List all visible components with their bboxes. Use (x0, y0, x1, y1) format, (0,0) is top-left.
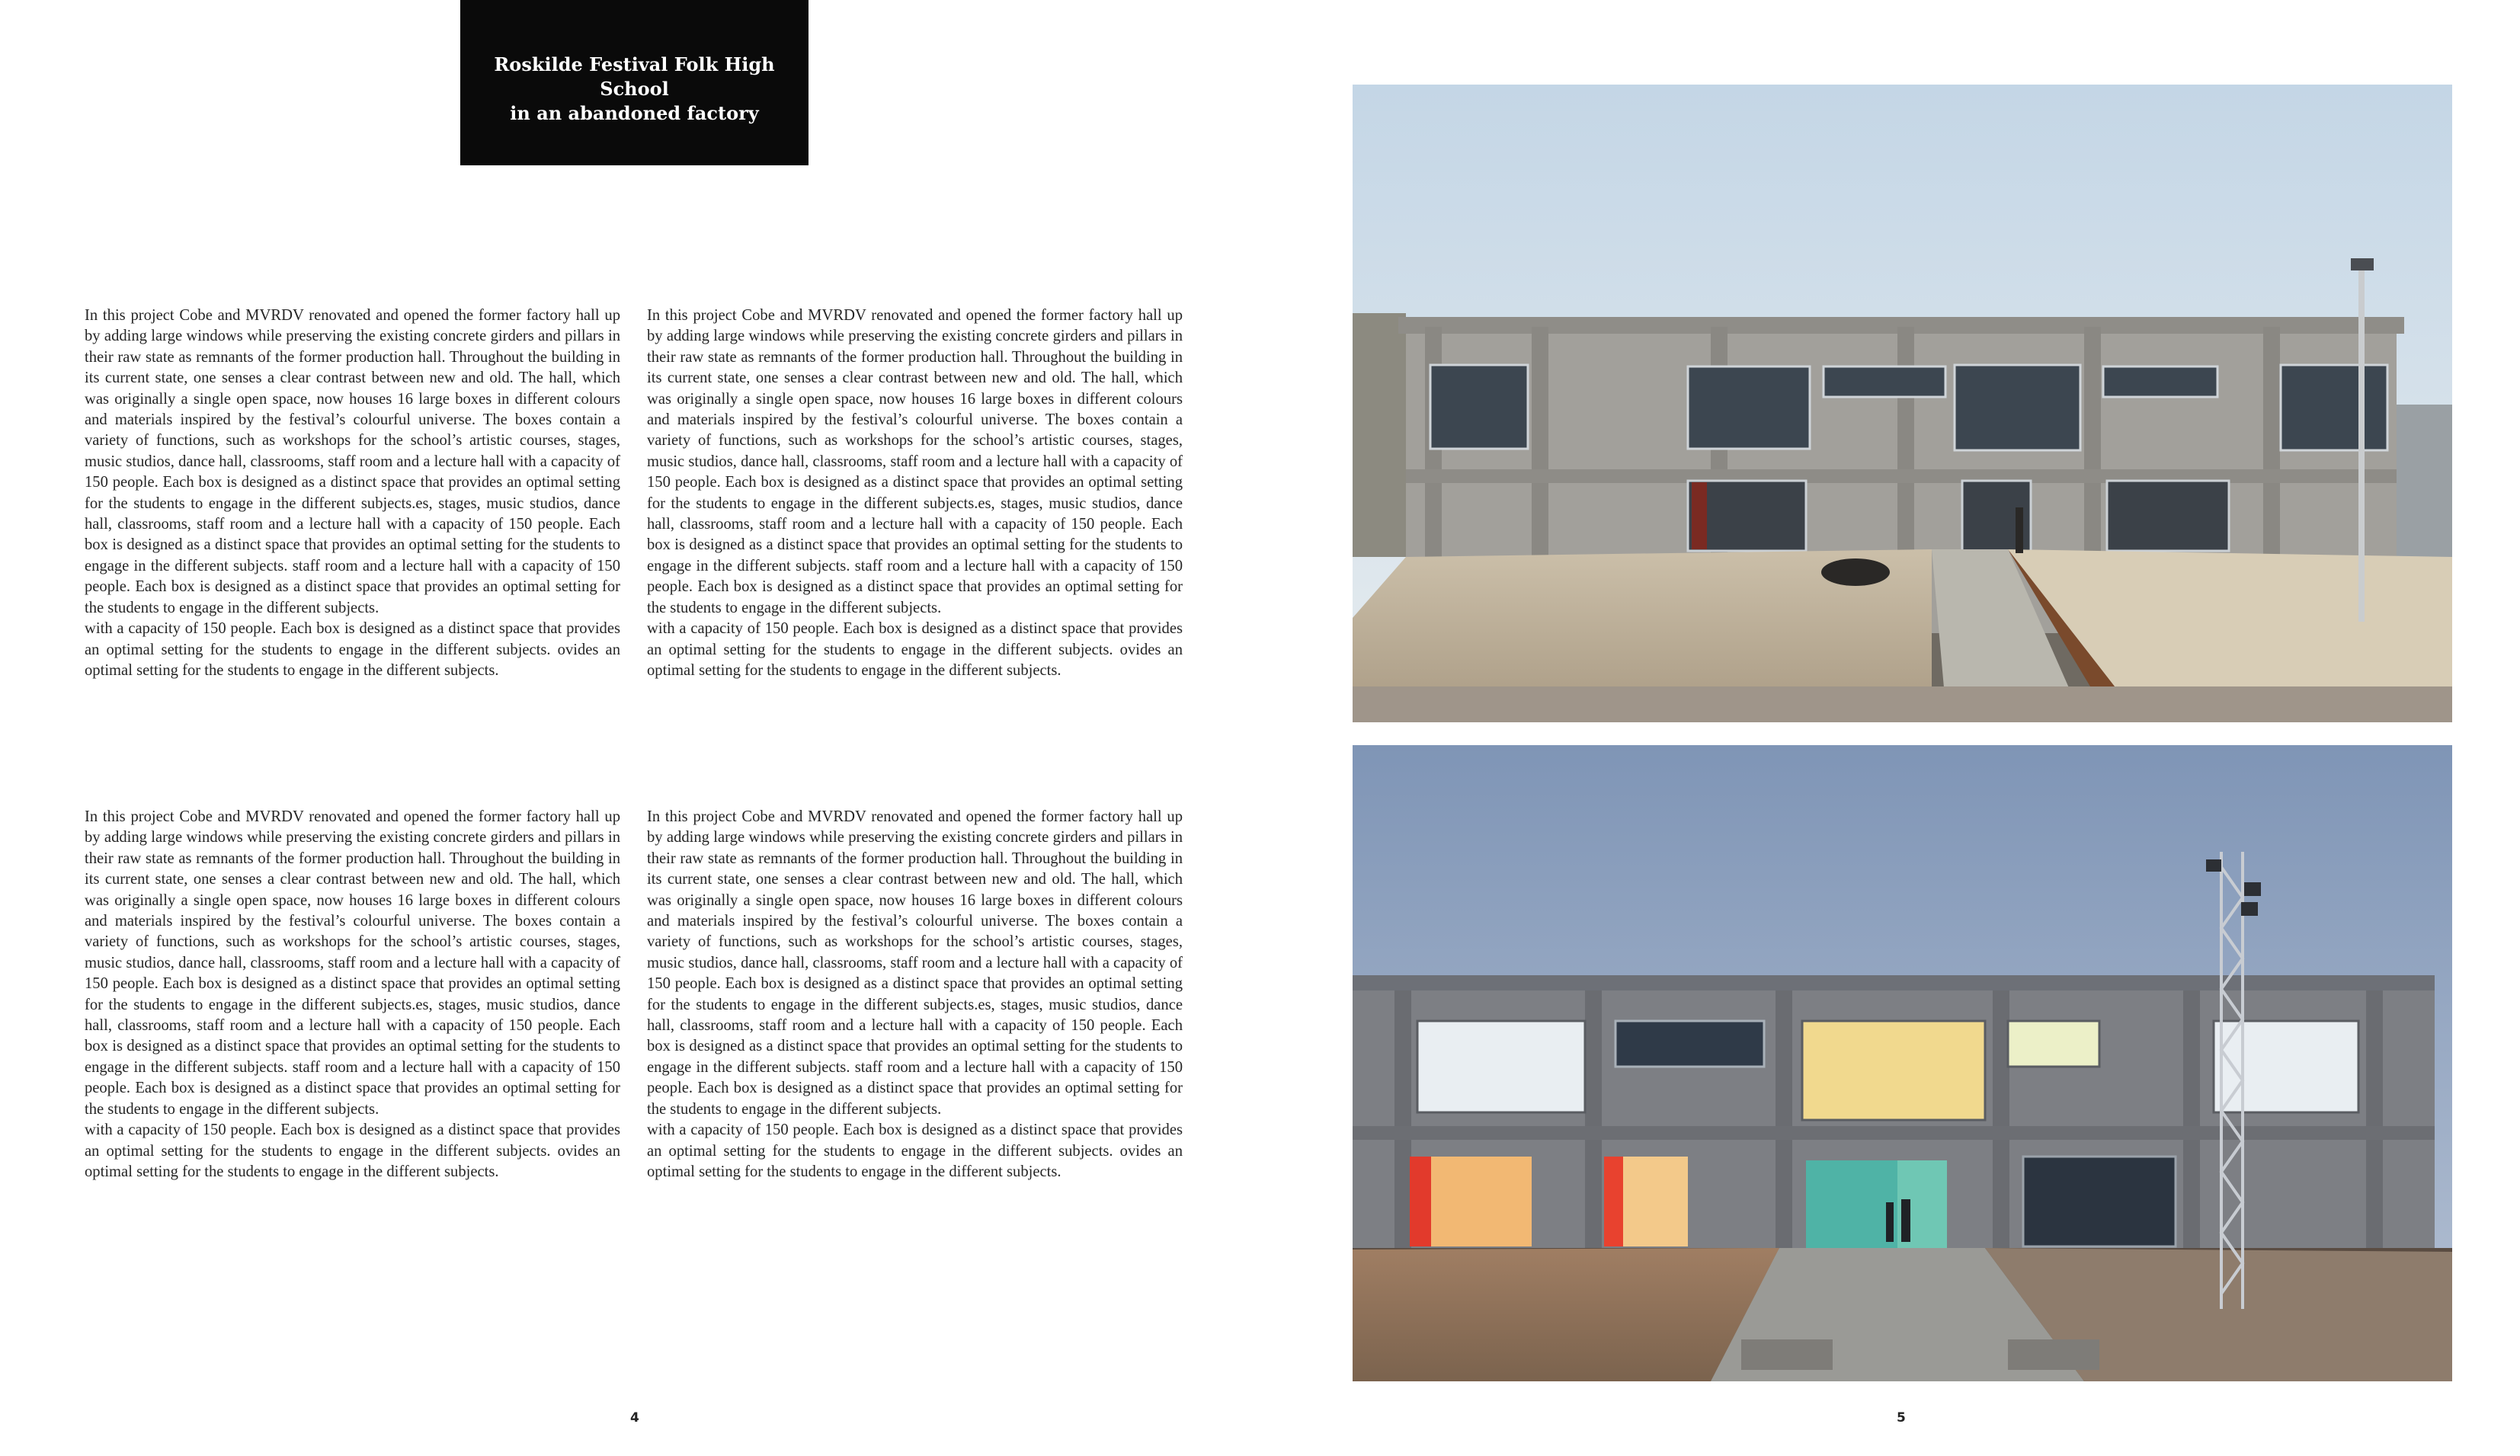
article-title (460, 0, 809, 165)
paragraph: with a capacity of 150 people. Each box is designed as a distinct space that provides an optimal setting for the students to engage in the different subjects. ovides an optimal setting for the students to engage in the different subjects. (647, 1122, 1183, 1180)
text-column-left-bottom (85, 807, 620, 1182)
paragraph: In this project Cobe and MVRDV renovated and opened the former factory hall up by adding large windows while preserving the existing concrete girders and pillars in their raw state as remnants of the former production hall. Throughout the building in its current state, one senses a clear contrast between new and old. The hall, which was originally a single open space, now houses 16 large boxes in different colours and materials inspired by the festival’s colourful universe. The boxes contain a variety of functions, such as workshops for the school’s artistic courses, stages, music studios, dance hall, classrooms, staff room and a lecture hall with a capacity of 150 people. Each box is designed as a distinct space that provides an optimal setting for the students to engage in the different subjects.es, stages, music studios, dance hall, classrooms, staff room and a lecture hall with a capacity of 150 people. Each box is designed as a distinct space that provides an optimal setting for the students to engage in the different subjects. staff room and a lecture hall with a capacity of 150 people. Each box is designed as a distinct space that provides an optimal setting for the students to engage in the different subjects. (85, 307, 620, 616)
paragraph: In this project Cobe and MVRDV renovated and opened the former factory hall up by adding large windows while preserving the existing concrete girders and pillars in their raw state as remnants of the former production hall. Throughout the building in its current state, one senses a clear contrast between new and old. The hall, which was originally a single open space, now houses 16 large boxes in different colours and materials inspired by the festival’s colourful universe. The boxes contain a variety of functions, such as workshops for the school’s artistic courses, stages, music studios, dance hall, classrooms, staff room and a lecture hall with a capacity of 150 people. Each box is designed as a distinct space that provides an optimal setting for the students to engage in the different subjects.es, stages, music studios, dance hall, classrooms, staff room and a lecture hall with a capacity of 150 people. Each box is designed as a distinct space that provides an optimal setting for the students to engage in the different subjects. staff room and a lecture hall with a capacity of 150 people. Each box is designed as a distinct space that provides an optimal setting for the students to engage in the different subjects. (85, 808, 620, 1118)
title-line-1: Roskilde Festival Folk High School (494, 53, 775, 100)
text-column-left-top (85, 306, 620, 681)
paragraph: In this project Cobe and MVRDV renovated and opened the former factory hall up by adding large windows while preserving the existing concrete girders and pillars in their raw state as remnants of the former production hall. Throughout the building in its current state, one senses a clear contrast between new and old. The hall, which was originally a single open space, now houses 16 large boxes in different colours and materials inspired by the festival’s colourful universe. The boxes contain a variety of functions, such as workshops for the school’s artistic courses, stages, music studios, dance hall, classrooms, staff room and a lecture hall with a capacity of 150 people. Each box is designed as a distinct space that provides an optimal setting for the students to engage in the different subjects.es, stages, music studios, dance hall, classrooms, staff room and a lecture hall with a capacity of 150 people. Each box is designed as a distinct space that provides an optimal setting for the students to engage in the different subjects. staff room and a lecture hall with a capacity of 150 people. Each box is designed as a distinct space that provides an optimal setting for the students to engage in the different subjects. (647, 808, 1183, 1118)
paragraph: In this project Cobe and MVRDV renovated and opened the former factory hall up by adding large windows while preserving the existing concrete girders and pillars in their raw state as remnants of the former production hall. Throughout the building in its current state, one senses a clear contrast between new and old. The hall, which was originally a single open space, now houses 16 large boxes in different colours and materials inspired by the festival’s colourful universe. The boxes contain a variety of functions, such as workshops for the school’s artistic courses, stages, music studios, dance hall, classrooms, staff room and a lecture hall with a capacity of 150 people. Each box is designed as a distinct space that provides an optimal setting for the students to engage in the different subjects.es, stages, music studios, dance hall, classrooms, staff room and a lecture hall with a capacity of 150 people. Each box is designed as a distinct space that provides an optimal setting for the students to engage in the different subjects. staff room and a lecture hall with a capacity of 150 people. Each box is designed as a distinct space that provides an optimal setting for the students to engage in the different subjects. (647, 307, 1183, 616)
title-line-2: in an abandoned factory (510, 101, 759, 124)
text-column-right-bottom (647, 807, 1183, 1182)
paragraph: with a capacity of 150 people. Each box is designed as a distinct space that provides an optimal setting for the students to engage in the different subjects. ovides an optimal setting for the students to engage in the different subjects. (647, 620, 1183, 679)
day-photo (1353, 85, 2452, 722)
paragraph: with a capacity of 150 people. Each box is designed as a distinct space that provides an optimal setting for the students to engage in the different subjects. ovides an optimal setting for the students to engage in the different subjects. (85, 1122, 620, 1180)
page-number-left: 4 (630, 1410, 639, 1426)
page-number-right: 5 (1897, 1410, 1906, 1426)
dusk-photo-image (1353, 745, 2452, 1381)
paragraph: with a capacity of 150 people. Each box is designed as a distinct space that provides an optimal setting for the students to engage in the different subjects. ovides an optimal setting for the students to engage in the different subjects. (85, 620, 620, 679)
day-photo-image (1353, 85, 2452, 722)
dusk-photo (1353, 745, 2452, 1381)
text-column-right-top (647, 306, 1183, 681)
